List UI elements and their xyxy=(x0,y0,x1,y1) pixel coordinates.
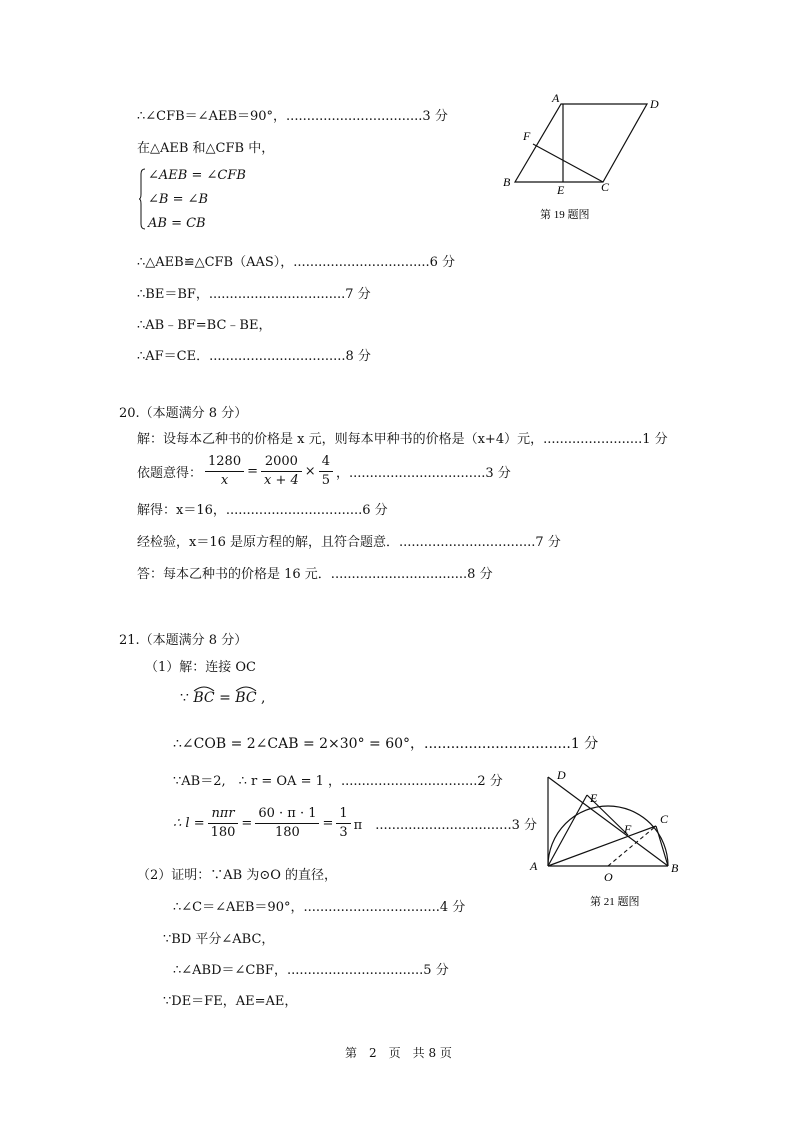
q19-system-eq1: ∠AEB = ∠CFB xyxy=(148,168,246,183)
label-o: O xyxy=(604,870,613,884)
segment-ae xyxy=(548,795,587,866)
label-b: B xyxy=(671,861,679,875)
q21-ab: ∵AB＝2, ∴ r = OA = 1 ，.................................2 分 xyxy=(173,774,503,789)
label-c: C xyxy=(601,180,610,194)
q21-cob: ∴∠COB = 2∠CAB = 2×30° = 60°，.................................1 分 xyxy=(173,736,599,752)
q19-line4: ∴BE＝BF，.................................7 分 xyxy=(137,287,371,302)
frac-1-3: $\frac{1}{3}$ xyxy=(336,805,350,842)
q20-header: 20.（本题满分 8 分） xyxy=(119,406,248,421)
arc-bc-left: BC xyxy=(193,690,214,706)
segment-db xyxy=(548,777,668,866)
label-e: E xyxy=(590,791,598,805)
label-d: D xyxy=(650,97,659,111)
label-a: A xyxy=(530,859,538,873)
q20-equation: 依题意得： $\frac{1280}{x}$ = $\frac{2000}{x + 4}$ × $\frac{4}{5}$ ，.................................3 分 xyxy=(137,453,511,488)
q20-eq-suffix: ，.................................3 分 xyxy=(335,465,511,481)
dashed-oc xyxy=(608,826,656,866)
q19-line6: ∴AF＝CE．.................................8 分 xyxy=(137,349,371,364)
frac-1280-x: $\frac{1280}{x}$ xyxy=(205,453,244,490)
label-c: C xyxy=(660,812,669,826)
label-f: F xyxy=(624,822,632,836)
q20-line4: 经检验，x＝16 是原方程的解，且符合题意．.................................7 分 xyxy=(137,535,561,550)
q19-system-eq3: AB = CB xyxy=(148,216,206,231)
q20-line5: 答：每本乙种书的价格是 16 元．.................................8 分 xyxy=(137,567,493,582)
q20-eq-prefix: 依题意得： xyxy=(137,465,203,481)
label-f: F xyxy=(523,129,531,143)
q19-system-eq2: ∠B = ∠B xyxy=(148,192,209,207)
q19-line1: ∴∠CFB＝∠AEB＝90°，.................................3 分 xyxy=(137,109,448,124)
segment-cb xyxy=(656,826,668,866)
q21-bd: ∵BD 平分∠ABC， xyxy=(163,932,275,947)
page-footer: 第 2 页 共 8 页 xyxy=(345,1046,452,1060)
frac-npr-180: $\frac{\text{nπr}}{180}$ xyxy=(208,805,239,842)
label-d: D xyxy=(557,768,566,782)
frac-60pi-180: $\frac{60 \cdot \pi \cdot 1}{180}$ xyxy=(255,805,319,842)
figure-19-parallelogram xyxy=(495,90,675,225)
label-e: E xyxy=(557,183,565,197)
label-b: B xyxy=(503,175,511,189)
q21-part2: （2）证明：∵AB 为⊙O 的直径， xyxy=(137,868,338,883)
system-brace xyxy=(139,168,146,230)
q21-arc-length-eq: ∴ l = $\frac{\text{nπr}}{180}$ = $\frac{60 \cdot \pi \cdot 1}{180}$ = $\frac{1}{3}$ π .................................3 分 xyxy=(173,805,537,840)
q20-line3: 解得：x＝16，.................................6 分 xyxy=(137,503,388,518)
q19-line3: ∴△AEB≌△CFB（AAS），.................................6 分 xyxy=(137,255,456,270)
q21-abd: ∴∠ABD＝∠CBF，.................................5 分 xyxy=(173,963,449,978)
segment-cf xyxy=(533,144,603,182)
q21-c90: ∴∠C＝∠AEB＝90°，.................................4 分 xyxy=(173,900,466,915)
q21-header: 21.（本题满分 8 分） xyxy=(119,633,248,648)
figure-21-caption: 第 21 题图 xyxy=(590,896,640,908)
figure-21-semicircle xyxy=(520,762,690,912)
frac-2000-x4: $\frac{2000}{x + 4}$ xyxy=(261,453,302,490)
q21-part1: （1）解：连接 OC xyxy=(145,660,257,675)
q19-line2: 在△AEB 和△CFB 中， xyxy=(137,141,275,156)
q21-arc-equality: ∵ BC = BC , xyxy=(180,690,265,706)
q21-de: ∵DE＝FE，AE=AE， xyxy=(163,994,298,1009)
segment-ac xyxy=(548,826,656,866)
q20-line1: 解：设每本乙种书的价格是 x 元，则每本甲种书的价格是（x+4）元，........................1 分 xyxy=(137,432,668,447)
label-a: A xyxy=(552,91,560,105)
q19-line5: ∴AB﹣BF=BC﹣BE， xyxy=(137,318,272,333)
arc-bc-right: BC xyxy=(235,690,256,706)
figure-19-caption: 第 19 题图 xyxy=(540,209,590,221)
frac-4-5: $\frac{4}{5}$ xyxy=(319,453,333,490)
